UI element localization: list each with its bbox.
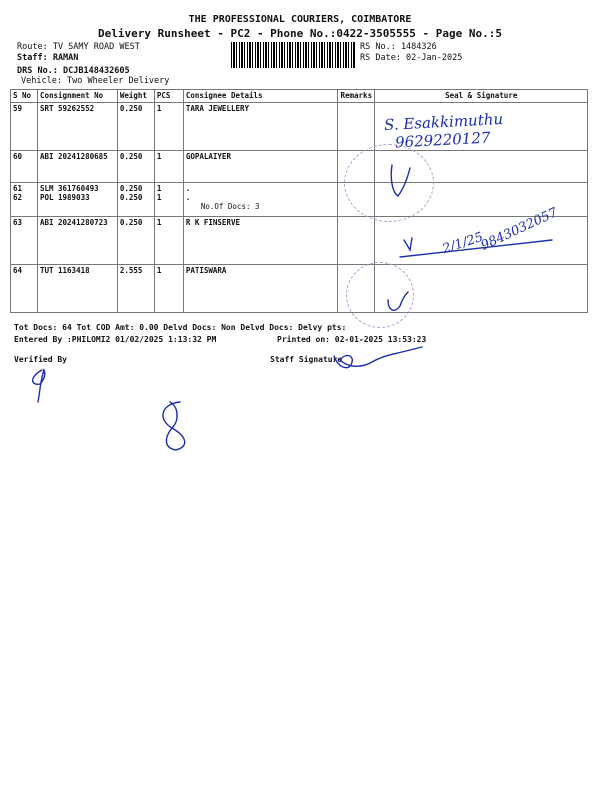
runsheet-subtitle: Delivery Runsheet - PC2 - Phone No.:0422-3505555 - Page No.:5 xyxy=(98,27,502,40)
col-sno: S No xyxy=(11,90,38,103)
vehicle-label: Vehicle: Two Wheeler Delivery xyxy=(21,76,170,86)
consignment-no: SLM 361760493 xyxy=(39,184,99,193)
sno: 62 xyxy=(13,193,23,202)
signature-mark xyxy=(391,165,410,196)
staff-signature-label: Staff Signature xyxy=(270,355,343,364)
consignment-no: ABI 20241280685 xyxy=(39,152,108,161)
rs-number: RS No.: 1484326 xyxy=(360,42,437,52)
printed-on: Printed on: 02-01-2025 13:53:23 xyxy=(277,335,427,344)
consignee: PATISWARA xyxy=(185,266,227,275)
pcs: 1 xyxy=(156,193,162,202)
pcs: 1 xyxy=(156,218,162,227)
sno: 64 xyxy=(13,266,23,275)
weight: 0.250 xyxy=(119,184,143,193)
signature-mark xyxy=(33,370,45,402)
weight: 0.250 xyxy=(119,152,143,161)
col-seal: Seal & Signature xyxy=(375,90,588,103)
sno: 63 xyxy=(13,218,23,227)
weight: 2.555 xyxy=(119,266,143,275)
consignment-no: POL 1989033 xyxy=(39,193,90,202)
signature-mark xyxy=(163,402,185,450)
pcs: 1 xyxy=(156,104,162,113)
rs-date: RS Date: 02-Jan-2025 xyxy=(360,53,463,63)
verified-by-label: Verified By xyxy=(14,355,67,364)
staff-label: Staff: RAMAN xyxy=(17,53,79,63)
sno: 60 xyxy=(13,152,23,161)
col-consignment: Consignment No xyxy=(37,90,117,103)
pcs: 1 xyxy=(156,184,162,193)
weight: 0.250 xyxy=(119,193,143,202)
col-weight: Weight xyxy=(117,90,154,103)
signature-mark xyxy=(400,240,552,257)
consignee: R K FINSERVE xyxy=(185,218,240,227)
pcs: 1 xyxy=(156,266,162,275)
totals-line: Tot Docs: 64 Tot COD Amt: 0.00 Delvd Docs: Non Delvd Docs: Delvy pts: xyxy=(14,323,347,332)
consignment-no: ABI 20241280723 xyxy=(39,218,108,227)
signature-mark xyxy=(334,347,422,368)
handwritten-phone: 9843032057 xyxy=(478,205,561,254)
route-label: Route: TV SAMY ROAD WEST xyxy=(17,42,140,52)
consignee: . xyxy=(185,193,191,202)
handwritten-date: 2/1/25 xyxy=(440,229,486,258)
docs-count: No.Of Docs: 3 xyxy=(200,202,260,211)
col-remarks: Remarks xyxy=(338,90,375,103)
handwritten-name: S. Esakkimuthu xyxy=(383,109,504,135)
handwritten-phone: 9629220127 xyxy=(394,128,491,152)
sno: 59 xyxy=(13,104,23,113)
col-pcs: PCS xyxy=(154,90,183,103)
drs-number: DRS No.: DCJB148432605 xyxy=(17,66,130,76)
signature-mark xyxy=(404,238,412,250)
pcs: 1 xyxy=(156,152,162,161)
consignment-no: SRT 59262552 xyxy=(39,104,95,113)
consignee: TARA JEWELLERY xyxy=(185,104,250,113)
consignment-no: TUT 1163418 xyxy=(39,266,90,275)
weight: 0.250 xyxy=(119,218,143,227)
sno: 61 xyxy=(13,184,23,193)
company-title: THE PROFESSIONAL COURIERS, COIMBATORE xyxy=(188,14,412,25)
col-consignee: Consignee Details xyxy=(183,90,338,103)
consignee: . xyxy=(185,184,191,193)
consignee: GOPALAIYER xyxy=(185,152,231,161)
signature-mark xyxy=(388,292,408,310)
entered-by: Entered By :PHILOMI2 01/02/2025 1:13:32 PM xyxy=(14,335,217,344)
weight: 0.250 xyxy=(119,104,143,113)
